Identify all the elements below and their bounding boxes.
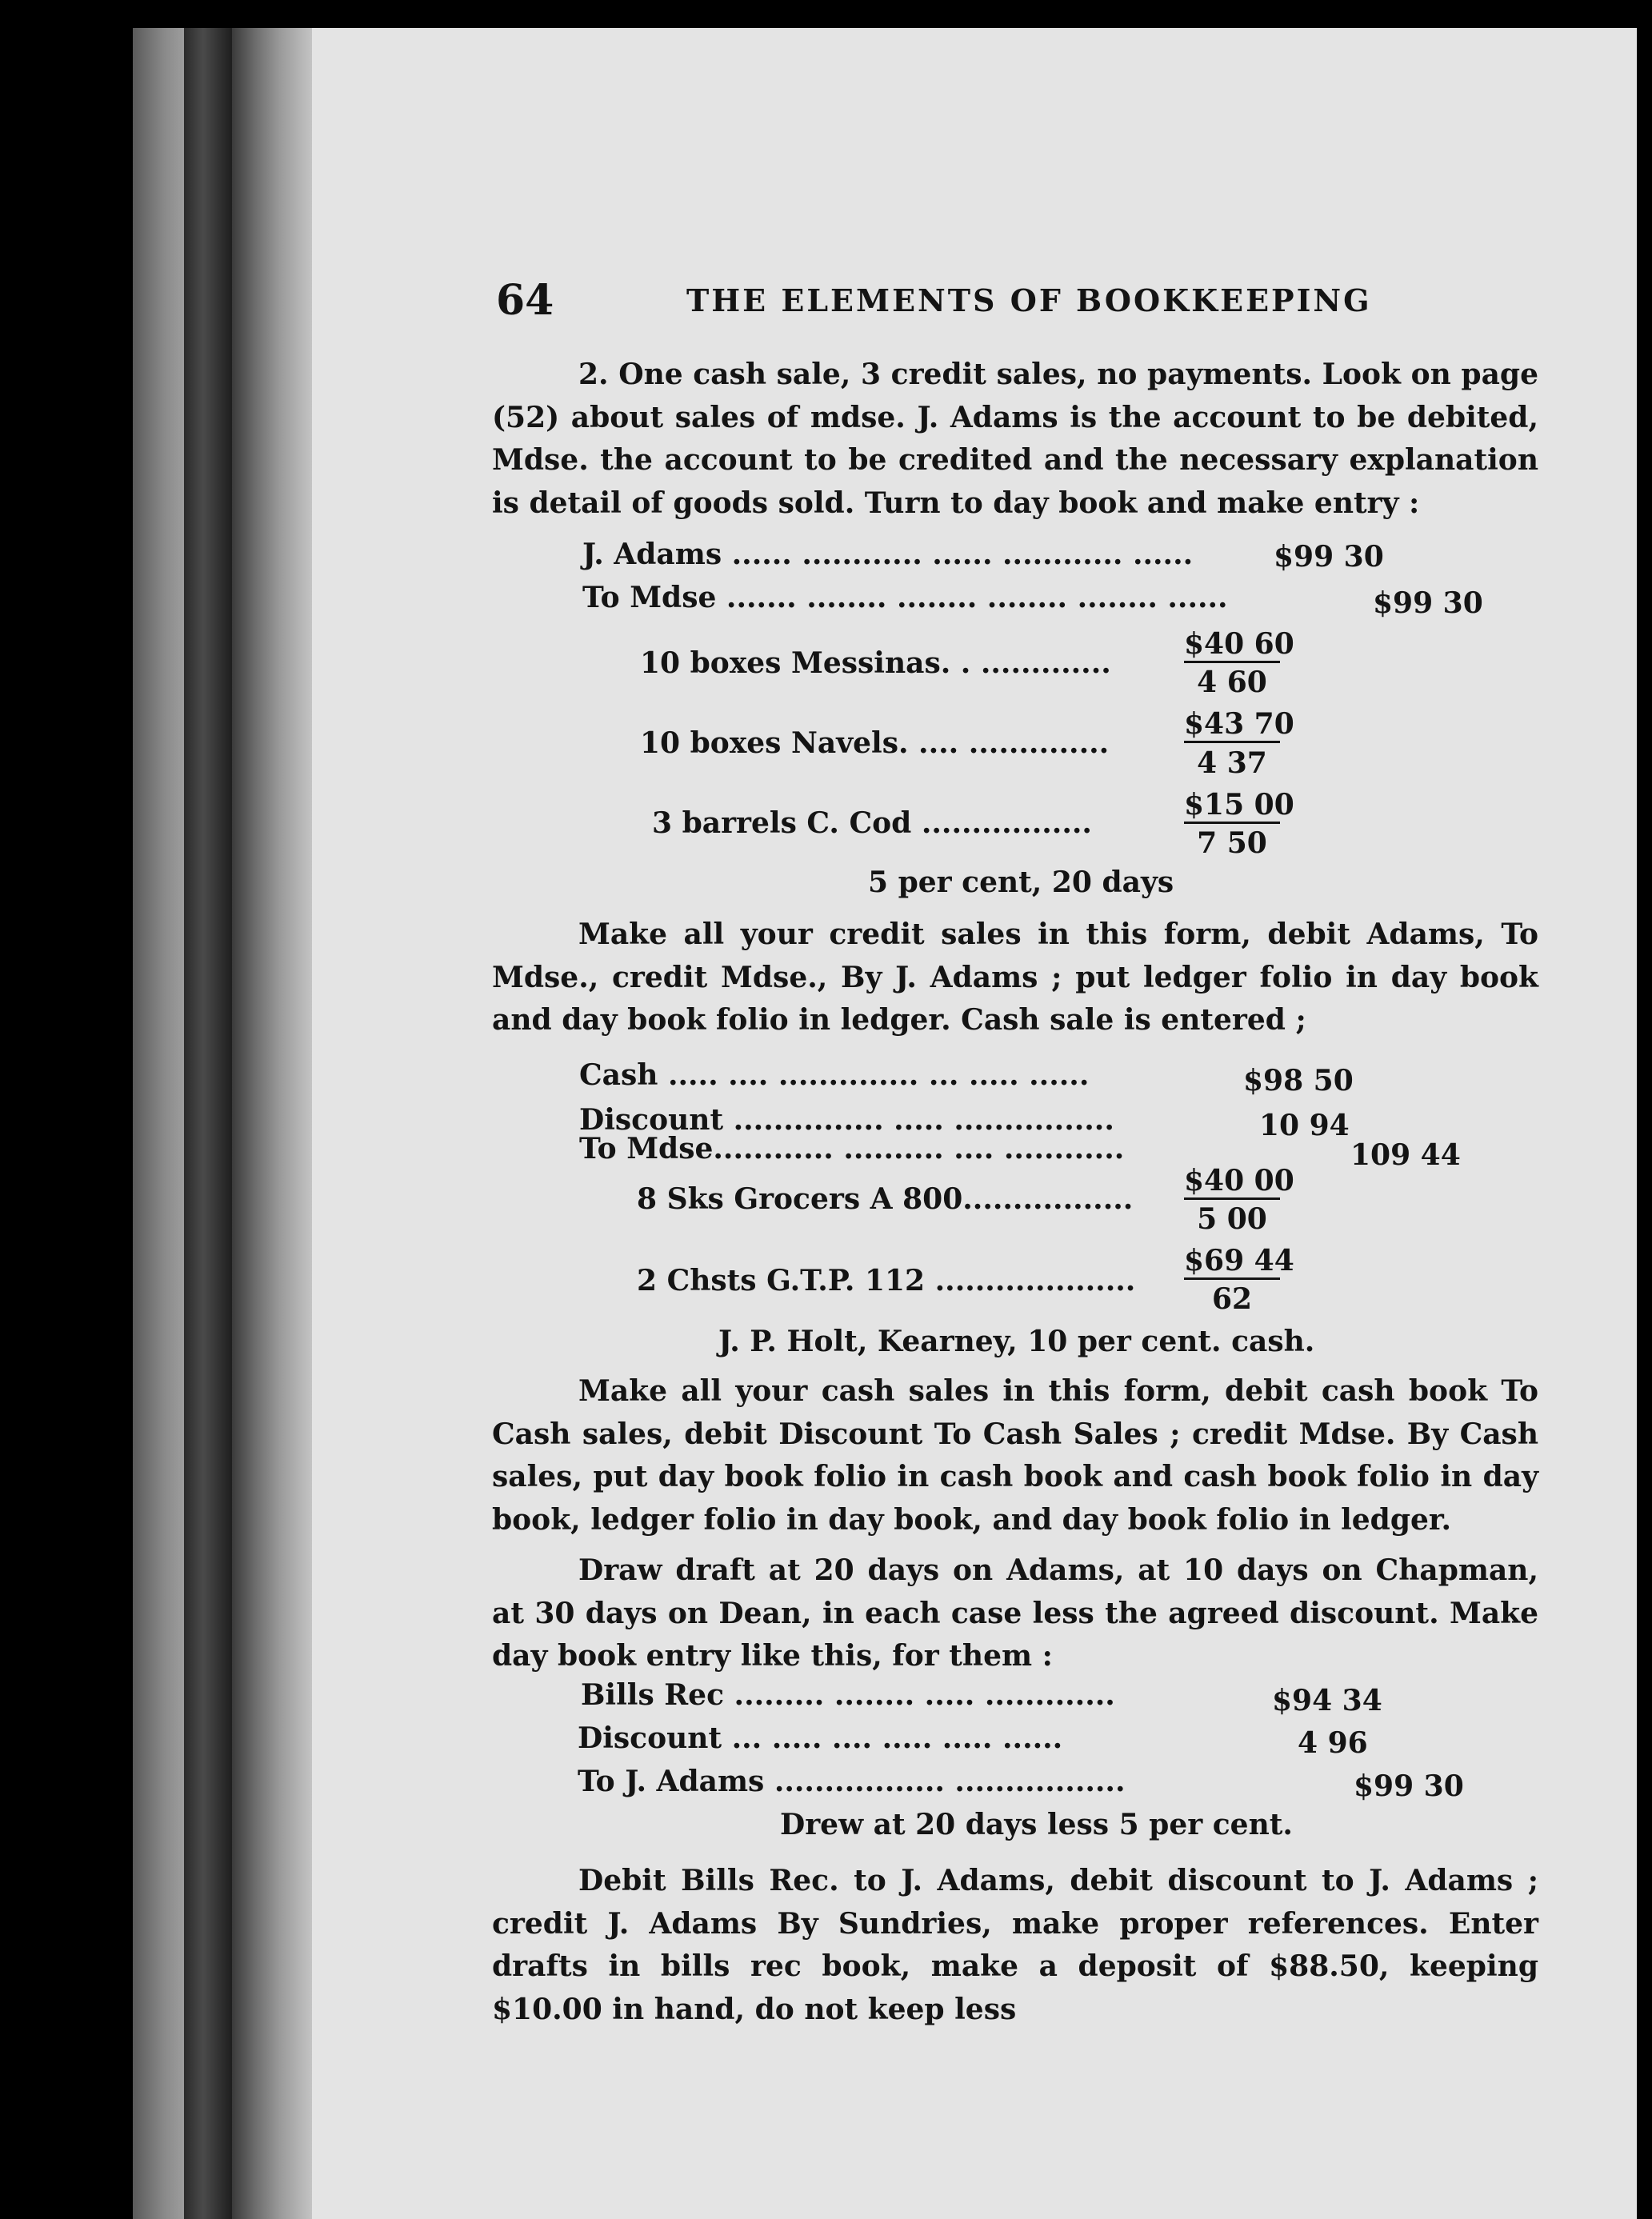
entry2-item-label: 8 Sks Grocers A 800................. bbox=[637, 1182, 1134, 1216]
entry1-item-gross: $15 00 bbox=[1184, 788, 1280, 824]
paragraph-3: Make all your cash sales in this form, debit cash book To Cash sales, debit Discount To Cash Sales ; credit Mdse. By Cash sales, put day book folio in cash book and cash book folio in day book, ledger folio in day book, and day book folio in ledger. bbox=[492, 1374, 1538, 1537]
entry1-item-label: 3 barrels C. Cod ................. bbox=[652, 806, 1092, 840]
entry2-credit-line: To Mdse............ .......... .... ............ bbox=[579, 1132, 1125, 1165]
entry2-discount-amount: 10 94 bbox=[1259, 1109, 1350, 1142]
entry1-credit-amount: $99 30 bbox=[1373, 586, 1483, 620]
entry2-cash-line: Cash ..... .... .............. ... ..... ...... bbox=[579, 1058, 1090, 1092]
entry2-item-discount: 5 00 bbox=[1197, 1202, 1267, 1236]
entry1-item-gross: $43 70 bbox=[1184, 707, 1280, 743]
entry3-discount-amount: 4 96 bbox=[1298, 1726, 1368, 1760]
entry1-credit-line: To Mdse ....... ........ ........ ........ ........ ...... bbox=[582, 581, 1228, 614]
entry2-item-label: 2 Chsts G.T.P. 112 .................... bbox=[637, 1264, 1136, 1297]
entry1-item-gross: $40 60 bbox=[1184, 627, 1280, 663]
running-title: THE ELEMENTS OF BOOKKEEPING bbox=[686, 282, 1372, 318]
entry2-cash-amount: $98 50 bbox=[1243, 1064, 1354, 1098]
entry2-credit-amount: 109 44 bbox=[1350, 1138, 1461, 1172]
entry2-discount-line: Discount ............... ..... ................ bbox=[579, 1103, 1114, 1137]
entry2-item-gross: $69 44 bbox=[1184, 1244, 1280, 1280]
entry1-item-discount: 4 37 bbox=[1197, 746, 1267, 780]
entry2-item-gross: $40 00 bbox=[1184, 1164, 1280, 1200]
entry1-debit-amount: $99 30 bbox=[1274, 540, 1384, 574]
entry3-discount-line: Discount ... ..... .... ..... ..... ...... bbox=[578, 1721, 1063, 1755]
entry1-item-discount: 7 50 bbox=[1197, 826, 1267, 860]
paragraph-4: Draw draft at 20 days on Adams, at 10 days on Chapman, at 30 days on Dean, in each case less the agreed discount. Make day book entry like this, for them : bbox=[492, 1553, 1538, 1673]
paragraph-1: 2. One cash sale, 3 credit sales, no payments. Look on page (52) about sales of mdse. J. Adams is the account to be debited, Mdse. the account to be credited and the necessary explanation is detail of goods sold. Turn to day book and make entry : bbox=[492, 358, 1538, 520]
entry3-credit-amount: $99 30 bbox=[1354, 1769, 1464, 1803]
paragraph-2: Make all your credit sales in this form, debit Adams, To Mdse., credit Mdse., By J. Adams ; put ledger folio in day book and day book folio in ledger. Cash sale is entered ; bbox=[492, 918, 1538, 1037]
entry3-bills-line: Bills Rec ......... ........ ..... ............. bbox=[581, 1678, 1115, 1712]
page-edge-dark bbox=[184, 28, 232, 2219]
entry1-item-discount: 4 60 bbox=[1197, 666, 1267, 699]
entry3-bills-amount: $94 34 bbox=[1272, 1684, 1382, 1717]
page-number: 64 bbox=[496, 276, 554, 325]
entry1-debit-line: J. Adams ...... ............ ...... ............ ...... bbox=[582, 538, 1194, 571]
page-edge-mid bbox=[232, 28, 280, 2219]
paragraph-5: Debit Bills Rec. to J. Adams, debit discount to J. Adams ; credit J. Adams By Sundries, make proper references. Enter drafts in bills rec book, make a deposit of $88.50, keeping $10.00 in hand, do not keep less bbox=[492, 1864, 1538, 2026]
entry1-item-label: 10 boxes Messinas. . ............. bbox=[640, 646, 1111, 680]
entry2-terms: J. P. Holt, Kearney, 10 per cent. cash. bbox=[718, 1325, 1315, 1358]
entry3-terms: Drew at 20 days less 5 per cent. bbox=[780, 1808, 1293, 1841]
entry2-item-discount: 62 bbox=[1211, 1282, 1253, 1316]
entry1-item-label: 10 boxes Navels. .... .............. bbox=[640, 726, 1110, 760]
entry3-credit-line: To J. Adams ................. ................. bbox=[578, 1765, 1126, 1798]
entry1-terms: 5 per cent, 20 days bbox=[868, 866, 1174, 899]
page-edge-light bbox=[280, 28, 312, 2219]
